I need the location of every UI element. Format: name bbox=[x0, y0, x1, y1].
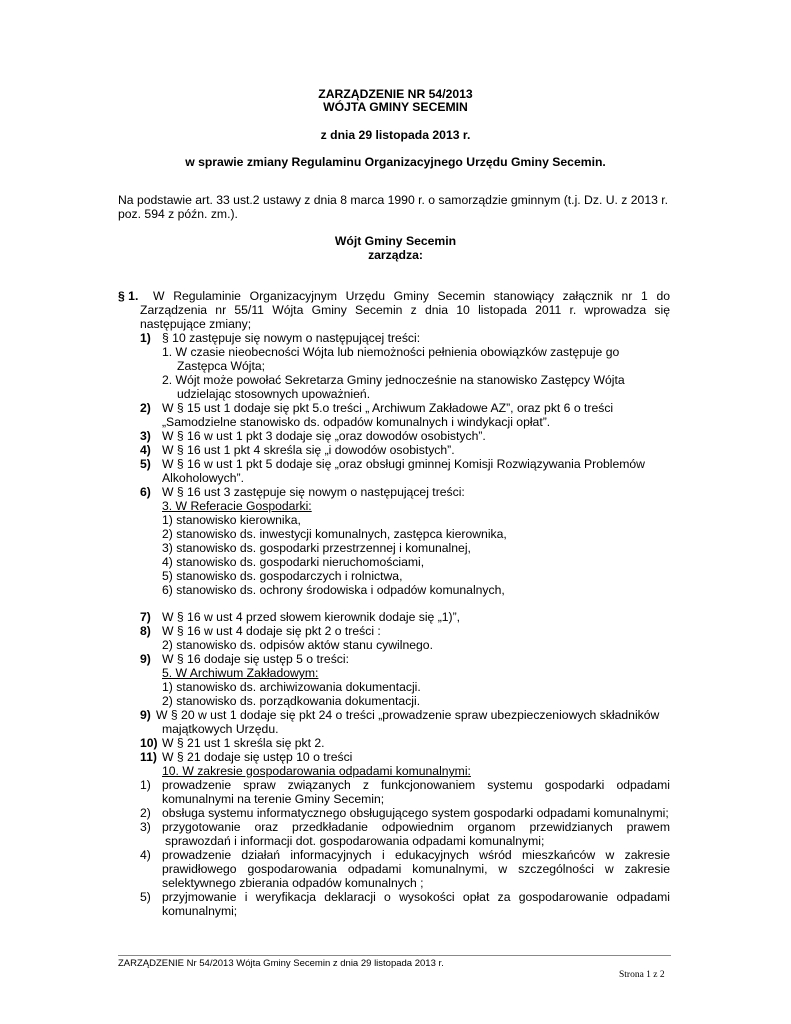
footer-divider bbox=[118, 955, 671, 956]
item-number: 7) bbox=[140, 610, 151, 624]
list-item: 2) stanowisko ds. inwestycji komunalnych, zastępca kierownika, bbox=[162, 527, 507, 541]
legal-basis-line: poz. 594 z późn. zm.). bbox=[118, 207, 238, 221]
item-text: W § 15 ust 1 dodaje się pkt 5.o treści „ Archiwum Zakładowe AZ”, oraz pkt 6 o treści bbox=[162, 401, 614, 415]
item-number: 1) bbox=[140, 331, 151, 345]
list-number: 3) bbox=[140, 820, 151, 834]
subitem-text: Zastępca Wójta; bbox=[177, 359, 266, 373]
item-text: W § 16 ust 1 pkt 4 skreśla się „i dowodów osobistych”. bbox=[162, 443, 455, 457]
item-text: majątkowych Urzędu. bbox=[162, 722, 279, 736]
page-number: Strona 1 z 2 bbox=[619, 970, 665, 980]
subsection-heading: 10. W zakresie gospodarowania odpadami komunalnymi: bbox=[162, 764, 471, 778]
document-title: ZARZĄDZENIE NR 54/2013 bbox=[318, 87, 473, 101]
list-item: 1) stanowisko kierownika, bbox=[162, 513, 301, 527]
list-item: 5) stanowisko ds. gospodarczych i rolnictwa, bbox=[162, 569, 403, 583]
item-text: W § 16 w ust 1 pkt 5 dodaje się „oraz obsługi gminnej Komisji Rozwiązywania Problemów bbox=[162, 457, 645, 471]
footer-text: ZARZĄDZENIE Nr 54/2013 Wójta Gminy Secemin z dnia 29 listopada 2013 r. bbox=[118, 958, 444, 969]
item-text: W § 16 w ust 1 pkt 3 dodaje się „oraz dowodów osobistych”. bbox=[162, 429, 486, 443]
item-number: 3) bbox=[140, 429, 151, 443]
list-item: przyjmowanie i weryfikacja deklaracji o wysokości opłat za gospodarowanie odpadami bbox=[162, 890, 670, 904]
list-item: 1) stanowisko ds. archiwizowania dokumentacji. bbox=[162, 680, 421, 694]
legal-basis-line: Na podstawie art. 33 ust.2 ustawy z dnia 8 marca 1990 r. o samorządzie gminnym (t.j. Dz. U. z 2013 r. bbox=[118, 193, 669, 207]
list-item: selektywnego zbierania odpadów komunalnych ; bbox=[162, 876, 424, 890]
item-text: W § 16 ust 3 zastępuje się nowym o następującej treści: bbox=[162, 485, 465, 499]
list-item: 6) stanowisko ds. ochrony środowiska i odpadów komunalnych, bbox=[162, 583, 505, 597]
list-number: 2) bbox=[140, 806, 151, 820]
subitem-text: 1. W czasie nieobecności Wójta lub niemożności pełnienia obowiązków zastępuje go bbox=[162, 345, 620, 359]
item-number: 5) bbox=[140, 457, 151, 471]
section-mark: § 1. bbox=[118, 289, 139, 303]
list-number: 4) bbox=[140, 848, 151, 862]
item-number: 10) bbox=[140, 736, 158, 750]
subsection-heading: 3. W Referacie Gospodarki: bbox=[162, 499, 312, 513]
document-date: z dnia 29 listopada 2013 r. bbox=[320, 128, 471, 142]
item-number: 9) bbox=[140, 708, 151, 722]
document-issuer: WÓJTA GMINY SECEMIN bbox=[323, 100, 468, 114]
subsection-heading: 5. W Archiwum Zakładowym: bbox=[162, 666, 319, 680]
item-text: „Samodzielne stanowisko ds. odpadów komunalnych i windykacji opłat”. bbox=[162, 415, 551, 429]
item-text: W § 21 ust 1 skreśla się pkt 2. bbox=[162, 736, 325, 750]
section-text: następujące zmiany; bbox=[140, 317, 252, 331]
list-item: prawidłowego gospodarowania odpadami komunalnymi, w szczególności w zakresie bbox=[162, 862, 670, 876]
subitem-text: 2) stanowisko ds. odpisów aktów stanu cywilnego. bbox=[162, 638, 433, 652]
list-item: sprawozdań i informacji dot. gospodarowania odpadami komunalnymi; bbox=[165, 834, 545, 848]
list-item: prowadzenie spraw związanych z funkcjonowaniem systemu gospodarki odpadami bbox=[162, 778, 670, 792]
list-item: obsługa systemu informatycznego obsługującego system gospodarki odpadami komunalnymi; bbox=[162, 806, 669, 820]
list-number: 5) bbox=[140, 890, 151, 904]
section-text: Zarządzenia nr 55/11 Wójta Gminy Secemin z dnia 10 listopada 2011 r. wprowadza się bbox=[140, 303, 670, 317]
item-text: W § 21 dodaje się ustęp 10 o treści bbox=[162, 750, 353, 764]
item-number: 2) bbox=[140, 401, 151, 415]
decree-line: zarządza: bbox=[368, 248, 423, 262]
item-text: W § 16 dodaje się ustęp 5 o treści: bbox=[162, 652, 349, 666]
decree-line: Wójt Gminy Secemin bbox=[334, 234, 457, 248]
item-text: Alkoholowych”. bbox=[162, 471, 244, 485]
list-item: 3) stanowisko ds. gospodarki przestrzennej i komunalnej, bbox=[162, 541, 471, 555]
list-item: 2) stanowisko ds. porządkowania dokumentacji. bbox=[162, 694, 421, 708]
item-text: § 10 zastępuje się nowym o następującej treści: bbox=[162, 331, 421, 345]
item-number: 4) bbox=[140, 443, 151, 457]
item-text: W § 16 w ust 4 przed słowem kierownik dodaje się „1)”, bbox=[162, 610, 461, 624]
item-number: 6) bbox=[140, 485, 151, 499]
item-text: W § 16 w ust 4 dodaje się pkt 2 o treści : bbox=[162, 624, 381, 638]
item-text: W § 20 w ust 1 dodaje się pkt 24 o treści „prowadzenie spraw ubezpieczeniowych składników bbox=[156, 708, 660, 722]
section-text: W Regulaminie Organizacyjnym Urzędu Gminy Secemin stanowiący załącznik nr 1 do bbox=[153, 289, 670, 303]
subitem-text: 2. Wójt może powołać Sekretarza Gminy jednocześnie na stanowisko Zastępcy Wójta bbox=[162, 373, 625, 387]
item-number: 9) bbox=[140, 652, 151, 666]
item-number: 8) bbox=[140, 624, 151, 638]
list-number: 1) bbox=[140, 778, 151, 792]
list-item: przygotowanie oraz przedkładanie odpowiednim organom przewidzianych prawem bbox=[162, 820, 670, 834]
list-item: prowadzenie działań informacyjnych i edukacyjnych wśród mieszkańców w zakresie bbox=[162, 848, 670, 862]
item-number: 11) bbox=[140, 750, 157, 764]
list-item: komunalnymi; bbox=[162, 904, 238, 918]
list-item: 4) stanowisko ds. gospodarki nieruchomościami, bbox=[162, 555, 425, 569]
list-item: komunalnymi na terenie Gminy Secemin; bbox=[162, 792, 385, 806]
subitem-text: udzielając stosownych upoważnień. bbox=[177, 387, 371, 401]
document-subject: w sprawie zmiany Regulaminu Organizacyjnego Urzędu Gminy Secemin. bbox=[185, 155, 606, 169]
